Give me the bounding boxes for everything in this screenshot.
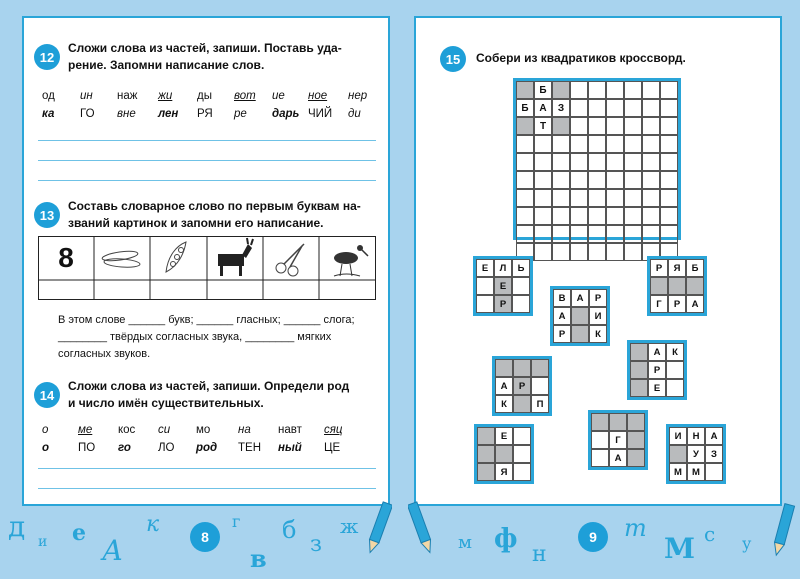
- part-bottom: РЯ: [197, 108, 213, 120]
- crossword-cell[interactable]: [660, 117, 678, 135]
- crossword-cell[interactable]: [552, 117, 570, 135]
- piece-cell: [627, 431, 645, 449]
- piece-cell: [630, 379, 648, 397]
- piece-ina[interactable]: [666, 424, 726, 484]
- decor-letter: ж: [340, 514, 359, 538]
- piece-cell: [513, 395, 531, 413]
- crossword-cell[interactable]: [588, 189, 606, 207]
- piece-cell: М: [687, 463, 705, 481]
- task-12-parts: [42, 90, 382, 130]
- crossword-cell[interactable]: [660, 99, 678, 117]
- crossword-cell[interactable]: [552, 81, 570, 99]
- crossword-cell[interactable]: [606, 153, 624, 171]
- piece-cell: Р: [513, 377, 531, 395]
- crossword-cell[interactable]: [534, 135, 552, 153]
- piece-cell: Я: [668, 259, 686, 277]
- piece-cell: [591, 413, 609, 431]
- crossword-cell[interactable]: [624, 81, 642, 99]
- crossword-cell[interactable]: [588, 135, 606, 153]
- part-bottom: ГО: [80, 108, 95, 120]
- pencil-icon: [408, 498, 434, 558]
- piece-cell: [666, 361, 684, 379]
- first-picture-number: 8: [58, 242, 74, 273]
- piece-cell: Г: [650, 295, 668, 313]
- piece-cell: [650, 277, 668, 295]
- task-12-text: [68, 40, 383, 74]
- piece-cell: [571, 325, 589, 343]
- right-page: [414, 16, 782, 506]
- crossword-cell[interactable]: [624, 99, 642, 117]
- piece-cell: [630, 361, 648, 379]
- writing-line: [38, 180, 376, 181]
- part-top: ное: [308, 90, 328, 102]
- crossword-cell[interactable]: [534, 207, 552, 225]
- crossword-cell[interactable]: [606, 189, 624, 207]
- task-12-text-line2: рение. Запомни написание слов.: [68, 58, 265, 72]
- crossword-cell[interactable]: [570, 189, 588, 207]
- crossword-cell[interactable]: [534, 153, 552, 171]
- left-page: [22, 16, 390, 506]
- crossword-cell[interactable]: [534, 243, 552, 261]
- piece-el[interactable]: [473, 256, 533, 316]
- task-14-parts: [42, 424, 382, 464]
- piece-cell: А: [705, 427, 723, 445]
- crossword-cell[interactable]: [642, 135, 660, 153]
- crossword-cell[interactable]: Т: [534, 117, 552, 135]
- crossword-cell[interactable]: [606, 135, 624, 153]
- piece-cell: Р: [494, 295, 512, 313]
- piece-cell: Р: [553, 325, 571, 343]
- piece-ar[interactable]: [492, 356, 552, 416]
- task-13-text-line2: званий картинок и запомни его написание.: [68, 216, 324, 230]
- crossword-cell[interactable]: [570, 207, 588, 225]
- crossword-cell[interactable]: [642, 225, 660, 243]
- crossword-cell[interactable]: [534, 189, 552, 207]
- task-12-text-line1: Сложи слова из частей, запиши. Поставь уда-: [68, 41, 342, 55]
- piece-cell: М: [669, 463, 687, 481]
- part-bottom: ди: [348, 108, 361, 120]
- piece-cell: Р: [668, 295, 686, 313]
- decor-letter: к: [146, 512, 160, 537]
- part-top: ие: [272, 90, 285, 102]
- crossword-cell[interactable]: [534, 225, 552, 243]
- part-top: ин: [80, 90, 93, 102]
- part-top: на: [238, 424, 251, 436]
- crossword-cell[interactable]: [516, 153, 534, 171]
- piece-cell: [512, 277, 530, 295]
- decor-letter: з: [310, 532, 322, 557]
- part-top: вот: [234, 90, 256, 102]
- crossword-cell[interactable]: [570, 81, 588, 99]
- crossword-cell[interactable]: Б: [516, 99, 534, 117]
- crossword-cell[interactable]: [660, 207, 678, 225]
- piece-cell: [627, 449, 645, 467]
- piece-cell: Б: [686, 259, 704, 277]
- part-bottom: лен: [158, 108, 179, 120]
- piece-cell: Е: [494, 277, 512, 295]
- piece-ga[interactable]: [588, 410, 648, 470]
- piece-cell: В: [553, 289, 571, 307]
- crossword-cell[interactable]: [516, 189, 534, 207]
- crossword-cell[interactable]: [642, 153, 660, 171]
- piece-cell: А: [686, 295, 704, 313]
- piece-cell: [591, 449, 609, 467]
- task-14-number: 14: [34, 382, 60, 408]
- part-bottom: дарь: [272, 108, 300, 120]
- part-top: од: [42, 90, 55, 102]
- crossword-cell[interactable]: [570, 117, 588, 135]
- crossword-cell[interactable]: [606, 99, 624, 117]
- piece-cell: У: [687, 445, 705, 463]
- piece-cell: А: [553, 307, 571, 325]
- crossword-cell[interactable]: [606, 207, 624, 225]
- piece-cell: П: [531, 395, 549, 413]
- crossword-cell[interactable]: [516, 117, 534, 135]
- crossword-cell[interactable]: [660, 135, 678, 153]
- piece-cell: Р: [648, 361, 666, 379]
- part-top: о: [42, 424, 49, 436]
- crossword-cell[interactable]: [570, 225, 588, 243]
- piece-ak[interactable]: [627, 340, 687, 400]
- crossword-cell[interactable]: [624, 171, 642, 189]
- piece-cell: К: [589, 325, 607, 343]
- crossword-cell[interactable]: [624, 225, 642, 243]
- crossword-cell[interactable]: [570, 243, 588, 261]
- writing-line: [38, 160, 376, 161]
- task-15-text: Собери из квадратиков кроссворд.: [476, 51, 686, 65]
- part-bottom: ЧИЙ: [308, 108, 333, 120]
- part-top: си: [158, 424, 171, 436]
- crossword-cell[interactable]: [588, 153, 606, 171]
- piece-cell: А: [609, 449, 627, 467]
- crossword-cell[interactable]: [660, 171, 678, 189]
- crossword-cell[interactable]: [660, 81, 678, 99]
- decor-letter: г: [232, 512, 241, 531]
- piece-cell: [531, 377, 549, 395]
- task-13-sentence-line1: В этом слове ______ букв; ______ гласных; ______ слога;: [58, 314, 355, 326]
- crossword-cell[interactable]: [516, 81, 534, 99]
- piece-cell: [627, 413, 645, 431]
- pencil-icon: [770, 500, 796, 560]
- piece-cell: [630, 343, 648, 361]
- crossword-cell[interactable]: [606, 117, 624, 135]
- page-number-right: 9: [578, 522, 608, 552]
- crossword-cell[interactable]: [588, 207, 606, 225]
- part-bottom: ный: [278, 442, 302, 454]
- part-bottom: ре: [234, 108, 247, 120]
- part-top: кос: [118, 424, 136, 436]
- decor-letter: м: [458, 532, 473, 553]
- part-top: ды: [197, 90, 212, 102]
- part-bottom: ПО: [78, 442, 96, 454]
- piece-cell: [666, 379, 684, 397]
- task-13-sentence-line3: согласных звуков.: [58, 348, 151, 360]
- crossword-cell[interactable]: [570, 171, 588, 189]
- piece-cell: А: [571, 289, 589, 307]
- writing-line: [38, 140, 376, 141]
- part-bottom: го: [118, 442, 131, 454]
- crossword-cell[interactable]: [660, 153, 678, 171]
- decor-letter: н: [532, 542, 547, 567]
- piece-cell: Я: [495, 463, 513, 481]
- piece-cell: [669, 445, 687, 463]
- task-13-sentence: [58, 312, 388, 363]
- crossword-cell[interactable]: [642, 117, 660, 135]
- page-number-left: 8: [190, 522, 220, 552]
- piece-cell: Р: [650, 259, 668, 277]
- task-15-number: 15: [440, 46, 466, 72]
- crossword-cell[interactable]: [570, 153, 588, 171]
- crossword-cell[interactable]: [552, 207, 570, 225]
- task-13-number: 13: [34, 202, 60, 228]
- piece-cell: А: [648, 343, 666, 361]
- pencil-icon: [366, 498, 392, 558]
- piece-cell: К: [666, 343, 684, 361]
- part-top: ме: [78, 424, 93, 436]
- piece-cell: Р: [589, 289, 607, 307]
- piece-ryab[interactable]: [647, 256, 707, 316]
- part-top: мо: [196, 424, 211, 436]
- piece-cell: И: [589, 307, 607, 325]
- crossword-cell[interactable]: [588, 243, 606, 261]
- crossword-cell[interactable]: [552, 135, 570, 153]
- picture-table: [38, 236, 376, 300]
- crossword-cell[interactable]: З: [552, 99, 570, 117]
- decor-letter: и: [38, 534, 48, 550]
- piece-cell: [476, 277, 494, 295]
- crossword-cell[interactable]: [588, 225, 606, 243]
- crossword-cell[interactable]: [516, 207, 534, 225]
- piece-cell: Ь: [512, 259, 530, 277]
- piece-cell: [477, 463, 495, 481]
- crossword-cell[interactable]: [552, 243, 570, 261]
- part-bottom: вне: [117, 108, 136, 120]
- part-bottom: род: [196, 442, 218, 454]
- crossword-cell[interactable]: [588, 171, 606, 189]
- writing-line: [38, 488, 376, 489]
- crossword-cell[interactable]: [516, 171, 534, 189]
- crossword-cell[interactable]: [606, 81, 624, 99]
- crossword-cell[interactable]: [624, 117, 642, 135]
- piece-cell: Е: [495, 427, 513, 445]
- part-bottom: ЛО: [158, 442, 175, 454]
- decor-letter: т: [624, 514, 647, 542]
- part-top: нер: [348, 90, 368, 102]
- piece-cell: [609, 413, 627, 431]
- piece-cell: Е: [476, 259, 494, 277]
- decor-letter: б: [282, 516, 297, 544]
- crossword-cell[interactable]: [588, 117, 606, 135]
- decor-letter: А: [102, 534, 124, 567]
- writing-line: [38, 468, 376, 469]
- decor-letter: е: [72, 520, 86, 546]
- crossword-cell[interactable]: [606, 171, 624, 189]
- part-top: навт: [278, 424, 302, 436]
- task-13-text-line1: Составь словарное слово по первым буквам на-: [68, 199, 361, 213]
- piece-cell: Е: [648, 379, 666, 397]
- piece-cell: [495, 359, 513, 377]
- crossword-cell[interactable]: [588, 81, 606, 99]
- crossword-cell[interactable]: [660, 189, 678, 207]
- part-bottom: ка: [42, 108, 55, 120]
- piece-cell: [686, 277, 704, 295]
- crossword-cell[interactable]: [516, 225, 534, 243]
- task-13-text: [68, 198, 383, 232]
- crossword-cell[interactable]: [516, 135, 534, 153]
- crossword-cell[interactable]: [642, 81, 660, 99]
- piece-cell: Г: [609, 431, 627, 449]
- crossword-cell[interactable]: [588, 99, 606, 117]
- piece-cell: Н: [687, 427, 705, 445]
- part-top: наж: [117, 90, 138, 102]
- crossword-cell[interactable]: [606, 243, 624, 261]
- crossword-cell[interactable]: [552, 189, 570, 207]
- decor-letter: д: [8, 510, 26, 543]
- piece-cell: [591, 431, 609, 449]
- part-bottom: о: [42, 442, 50, 454]
- crossword-cell[interactable]: [624, 153, 642, 171]
- crossword-grid: [513, 78, 681, 240]
- piece-cell: [668, 277, 686, 295]
- crossword-cell[interactable]: [570, 135, 588, 153]
- piece-cell: [477, 445, 495, 463]
- decor-letter: в: [250, 544, 267, 573]
- piece-cell: [477, 427, 495, 445]
- part-bottom: ТЕН: [238, 442, 261, 454]
- crossword-cell[interactable]: [642, 207, 660, 225]
- crossword-cell[interactable]: [552, 225, 570, 243]
- task-14-text-line2: и число имён существительных.: [68, 396, 264, 410]
- crossword-cell[interactable]: [642, 189, 660, 207]
- piece-cell: [512, 295, 530, 313]
- task-14-text: [68, 378, 383, 412]
- crossword-cell[interactable]: [552, 171, 570, 189]
- decor-letter: ф: [494, 524, 518, 554]
- crossword-cell[interactable]: [552, 153, 570, 171]
- piece-cell: [513, 427, 531, 445]
- crossword-cell[interactable]: [570, 99, 588, 117]
- crossword-cell[interactable]: [624, 135, 642, 153]
- crossword-cell[interactable]: [534, 171, 552, 189]
- piece-cell: [705, 463, 723, 481]
- crossword-cell[interactable]: [642, 99, 660, 117]
- piece-cell: [513, 463, 531, 481]
- piece-e[interactable]: [474, 424, 534, 484]
- decor-letter: у: [742, 534, 752, 553]
- piece-cell: [513, 445, 531, 463]
- piece-cell: [571, 307, 589, 325]
- crossword-cell[interactable]: А: [534, 99, 552, 117]
- piece-cell: [531, 359, 549, 377]
- crossword-cell[interactable]: Б: [534, 81, 552, 99]
- task-14-text-line1: Сложи слова из частей, запиши. Определи род: [68, 379, 350, 393]
- piece-cell: З: [705, 445, 723, 463]
- part-top: жи: [158, 90, 173, 102]
- piece-cell: [495, 445, 513, 463]
- crossword-cell[interactable]: [624, 207, 642, 225]
- piece-cell: Л: [494, 259, 512, 277]
- piece-var[interactable]: [550, 286, 610, 346]
- decor-letter: М: [664, 532, 695, 565]
- crossword-cell[interactable]: [624, 243, 642, 261]
- crossword-cell[interactable]: [606, 225, 624, 243]
- piece-cell: И: [669, 427, 687, 445]
- decor-letter: с: [704, 522, 716, 546]
- crossword-cell[interactable]: [660, 225, 678, 243]
- part-bottom: ЦЕ: [324, 442, 341, 454]
- task-13-sentence-line2: ________ твёрдых согласных звука, ________ мягких: [58, 331, 332, 343]
- piece-cell: А: [495, 377, 513, 395]
- piece-cell: К: [495, 395, 513, 413]
- piece-cell: [513, 359, 531, 377]
- crossword-cell[interactable]: [642, 171, 660, 189]
- piece-cell: [476, 295, 494, 313]
- part-top: сяц: [324, 424, 343, 436]
- task-12-number: 12: [34, 44, 60, 70]
- crossword-cell[interactable]: [624, 189, 642, 207]
